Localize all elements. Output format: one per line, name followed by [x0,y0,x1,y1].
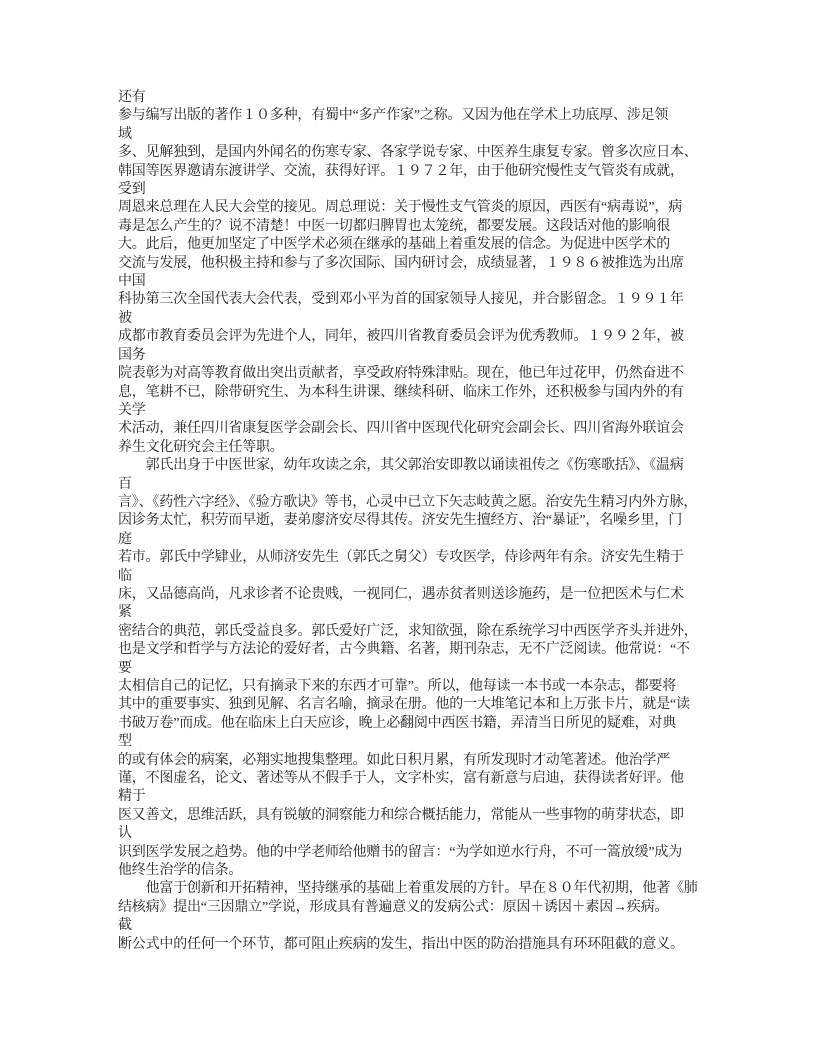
text-line: 受到 [118,182,146,198]
text-line: 大。此后，他更加坚定了中医学术必须在继承的基础上着重发展的信念。为促进中医学术的 [118,237,670,253]
text-line: 院表彰为对高等教育做出突出贡献者，享受政府特殊津贴。现在，他已年过花甲，仍然奋进不 [118,366,684,382]
text-line: 太相信自己的记忆，只有摘录下来的东西才可靠”。所以，他每读一本书或一本杂志，都要将 [118,679,677,694]
text-line: 周恩来总理在人民大会堂的接见。周总理说：关于慢性支气管炎的原因，西医有“病毒说”，病 [118,200,683,216]
text-line: 因诊务太忙，积劳而早逝，妻弟廖济安尽得其传。济安先生擅经方、治“暴证”，名噪乡里，门 [118,513,683,529]
text-line: 庭 [118,531,132,547]
text-line: 还有 [118,90,146,105]
text-line: 断公式中的任何一个环节，都可阻止疾病的发生，指出中医的防治措施具有环环阻截的意义。 [118,936,684,952]
text-line: 百 [118,476,132,492]
text-line: 识到医学发展之趋势。他的中学老师给他赠书的留言：“为学如逆水行舟，不可一篙放缓”成为 [118,844,683,860]
text-line: 成都市教育委员会评为先进个人，同年，被四川省教育委员会评为优秀教师。１９９２年，被 [118,329,684,345]
text-line: 临 [118,568,132,584]
text-line: 谨，不图虚名，论文、著述等从不假手于人，文字朴实，富有新意与启迪，获得读者好评。他 [118,771,684,787]
text-line: 息，笔耕不已，除带研究生、为本科生讲课、继续科研、临床工作外，还积极参与国内外的有 [118,384,684,400]
text-line: 紧 [118,605,132,621]
text-line: 中国 [118,274,146,290]
text-line: 域 [118,126,132,142]
text-line: 言》、《药性六字经》、《验方歌诀》等书，心灵中已立下矢志岐黄之愿。治安先生精习内外方脉， [118,494,698,510]
text-line: 书破万卷”而成。他在临床上白天应诊，晚上必翻阅中西医书籍，弄清当日所见的疑难，对典 [118,715,677,731]
text-line: 精于 [118,789,146,805]
text-line: 韩国等医界邀请东渡讲学、交流，获得好评。１９７２年，由于他研究慢性支气管炎有成就， [118,163,684,179]
text-line: 交流与发展，他积极主持和参与了多次国际、国内研讨会，成绩显著，１９８６被推选为出席 [118,255,684,271]
text-line: 也是文学和哲学与方法论的爱好者，古今典籍、名著，期刊杂志，无不广泛阅读。他常说：“不 [118,642,690,658]
text-line: 术活动，兼任四川省康复医学会副会长、四川省中医现代化研究会副会长、四川省海外联谊会 [118,421,684,437]
text-line: 截 [118,918,132,934]
text-line: 床，又品德高尚，凡求诊者不论贵贱，一视同仁，遇赤贫者则送诊施药，是一位把医术与仁术 [118,586,684,602]
text-line: 郭氏出身于中医世家，幼年攻读之余，其父郭治安即教以诵读祖传之《伤寒歌括》、《温病 [118,458,684,474]
text-line: 的或有体会的病案，必翔实地搜集整理。如此日积月累，有所发现时才动笔著述。他治学严 [118,752,670,768]
text-line: 认 [118,826,132,842]
text-line: 参与编写出版的著作１０多种，有蜀中“多产作家”之称。又因为他在学术上功底厚、涉足领 [118,108,669,124]
text-line: 科协第三次全国代表大会代表，受到邓小平为首的国家领导人接见，并合影留念。１９９１年 [118,292,684,308]
text-line: 国务 [118,347,146,363]
text-line: 要 [118,660,132,676]
text-line: 关学 [118,402,146,418]
text-line: 他终生治学的信条。 [118,863,243,879]
text-line: 结核病》提出“三因鼎立”学说，形成具有普遍意义的发病公式：原因＋诱因＋素因→疾病。 [118,899,669,915]
text-line: 密结合的典范，郭氏受益良多。郭氏爱好广泛，求知欲强，除在系统学习中西医学齐头并进外， [118,623,698,639]
text-line: 多、见解独到，是国内外闻名的伤寒专家、各家学说专家、中医养生康复专家。曾多次应日本、 [118,145,698,161]
text-line: 被 [118,310,132,326]
text-line: 其中的重要事实、独到见解、名言名喻，摘录在册。他的一大堆笔记本和上万张卡片，就是“读 [118,697,690,713]
text-line: 若市。郭氏中学肄业，从师济安先生（郭氏之舅父）专攻医学，侍诊两年有余。济安先生精于 [118,550,684,566]
text-line: 型 [118,734,132,750]
text-line: 他富于创新和开拓精神，坚持继承的基础上着重发展的方针。早在８０年代初期，他著《肺 [118,881,698,897]
text-line: 医又善文，思维活跃，具有锐敏的洞察能力和综合概括能力，常能从一些事物的萌芽状态，即 [118,807,684,823]
document-text [118,89,710,954]
text-line: 毒是怎么产生的？说不清楚！中医一切都归脾胃也太笼统，都要发展。这段话对他的影响很 [118,218,670,234]
text-line: 养生文化研究会主任等职。 [118,439,284,455]
